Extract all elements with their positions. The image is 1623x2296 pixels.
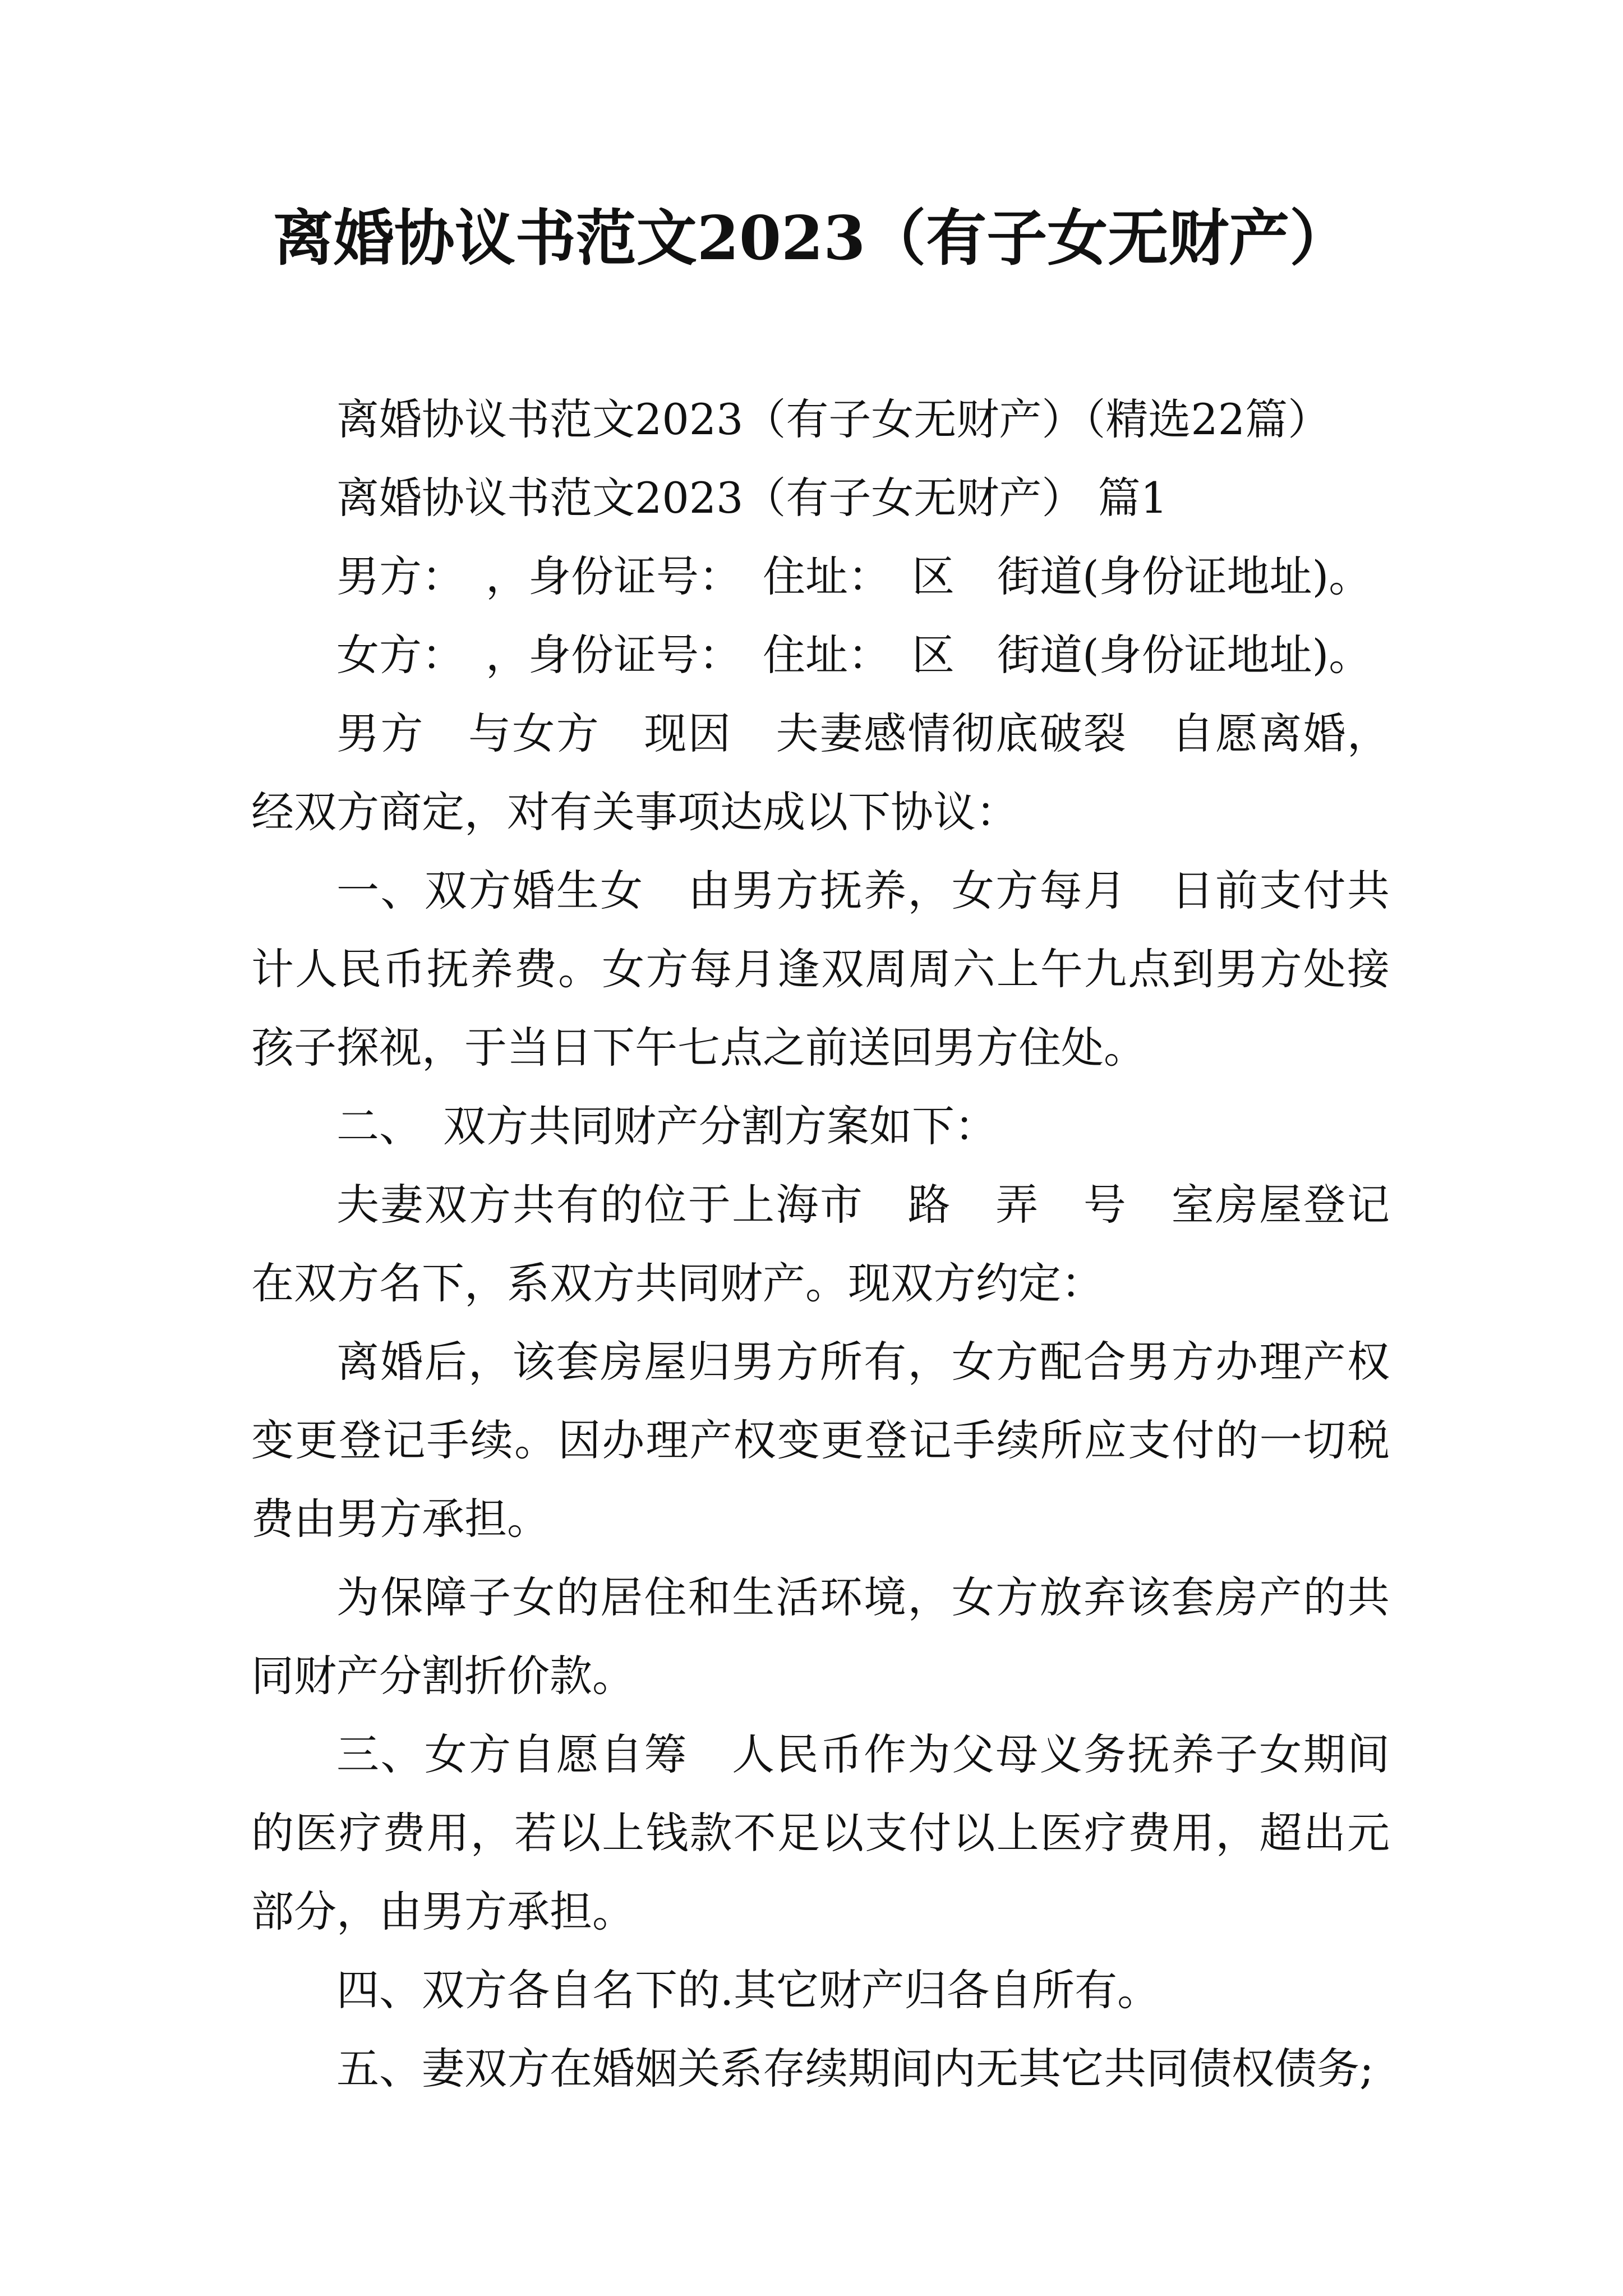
paragraph-section-heading: 离婚协议书范文2023（有子女无财产） 篇1 [336,473,1168,523]
paragraph-clause-5: 五、妻双方在婚姻关系存续期间内无其它共同债权债务; [336,2044,1374,2093]
paragraph-subtitle: 离婚协议书范文2023（有子女无财产）（精选22篇） [336,394,1331,444]
paragraph-property-after-divorce: 离婚后，该套房屋归男方所有，女方配合男方办理产权变更登记手续。因办理产权变更登记手续所应支付的一切税费由男方承担。 [251,1337,1390,1544]
document-body [251,380,1390,2108]
paragraph-clause-1: 一、双方婚生女 由男方抚养，女方每月 日前支付共计人民币抚养费。女方每月逢双周周六上午九点到男方处接孩子探视，于当日下午七点之前送回男方住处。 [251,866,1390,1073]
paragraph-clause-3: 三、女方自愿自筹 人民币作为父母义务抚养子女期间的医疗费用，若以上钱款不足以支付以上医疗费用，超出元部分，由男方承担。 [251,1729,1390,1936]
paragraph-property: 夫妻双方共有的位于上海市 路 弄 号 室房屋登记在双方名下，系双方共同财产。现双方约定： [251,1180,1390,1308]
paragraph-male-party: 男方： ，身份证号： 住址： 区 街道(身份证地址)。 [336,551,1372,601]
paragraph-clause-2: 二、 双方共同财产分割方案如下： [336,1101,997,1151]
paragraph-intro: 男方 与女方 现因 夫妻感情彻底破裂 自愿离婚，经双方商定，对有关事项达成以下协议： [251,708,1390,837]
document-title: 离婚协议书范文2023（有子女无财产） [273,203,1350,274]
paragraph-female-party: 女方： ，身份证号： 住址： 区 街道(身份证地址)。 [336,630,1372,680]
paragraph-clause-4: 四、双方各自名下的.其它财产归各自所有。 [336,1965,1160,2015]
paragraph-property-waiver: 为保障子女的居住和生活环境，女方放弃该套房产的共同财产分割折价款。 [251,1572,1390,1701]
